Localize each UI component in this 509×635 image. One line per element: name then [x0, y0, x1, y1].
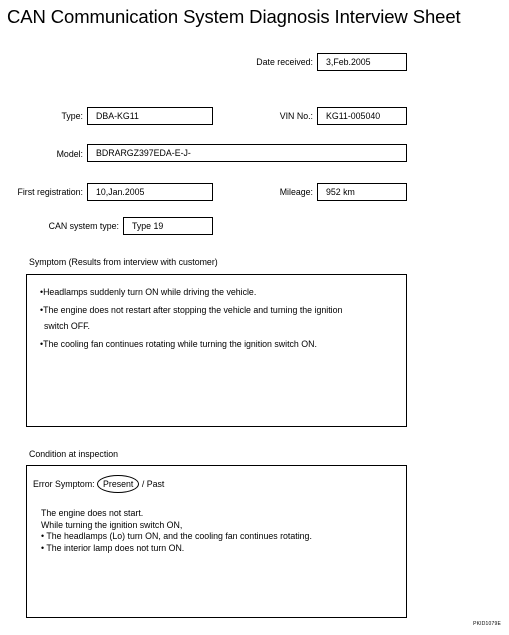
- symptom-box: [26, 274, 407, 427]
- can-system-type-field: Type 19: [123, 217, 213, 235]
- condition-line: The engine does not start.: [41, 508, 144, 518]
- can-system-type-label: CAN system type:: [48, 221, 119, 231]
- condition-heading: Condition at inspection: [29, 449, 119, 459]
- past-option: / Past: [141, 479, 165, 489]
- symptom-heading: Symptom (Results from interview with customer): [29, 257, 218, 267]
- model-label: Model:: [56, 149, 83, 159]
- first-registration-field: 10,Jan.2005: [87, 183, 213, 201]
- date-received-field: 3,Feb.2005: [317, 53, 407, 71]
- type-label: Type:: [61, 111, 83, 121]
- mileage-label: Mileage:: [279, 187, 313, 197]
- condition-line: • The interior lamp does not turn ON.: [41, 542, 185, 553]
- figure-code: PKID1079E: [473, 621, 501, 627]
- error-symptom-row: [33, 478, 164, 490]
- date-received-label: Date received:: [256, 57, 313, 67]
- vin-label: VIN No.:: [279, 111, 313, 121]
- condition-box: [26, 465, 407, 618]
- symptom-line: •Headlamps suddenly turn ON while driving the vehicle.: [40, 287, 257, 297]
- first-registration-label: First registration:: [17, 187, 83, 197]
- symptom-line: •The engine does not restart after stopping the vehicle and turning the ignition: [40, 304, 343, 315]
- error-symptom-label: Error Symptom:: [33, 479, 95, 489]
- vin-field: KG11-005040: [317, 107, 407, 125]
- condition-line: • The headlamps (Lo) turn ON, and the cooling fan continues rotating.: [41, 531, 312, 541]
- symptom-line: switch OFF.: [44, 321, 90, 331]
- condition-line: While turning the ignition switch ON,: [41, 519, 183, 530]
- symptom-line: •The cooling fan continues rotating while turning the ignition switch ON.: [40, 338, 317, 349]
- page-title: CAN Communication System Diagnosis Interview Sheet: [7, 6, 461, 27]
- model-field: BDRARGZ397EDA-E-J-: [87, 144, 407, 162]
- type-field: DBA-KG11: [87, 107, 213, 125]
- mileage-field: 952 km: [317, 183, 407, 201]
- present-option-circled: Present: [97, 475, 139, 493]
